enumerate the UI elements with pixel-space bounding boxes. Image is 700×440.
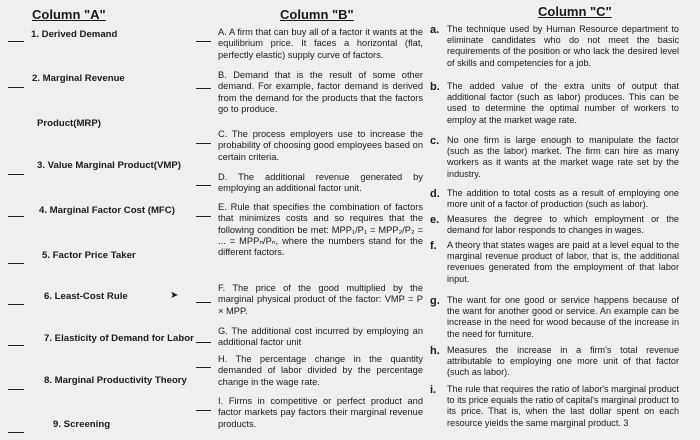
definition-c-h: Measures the increase in a firm's total revenue attributable to employing one more unit of that factor (such as labor). <box>447 345 679 378</box>
definition-b-d: D. The additional revenue generated by employing an additional factor unit. <box>218 172 423 194</box>
answer-blank-5[interactable] <box>8 263 24 264</box>
term-6: 6. Least-Cost Rule <box>44 291 128 302</box>
column-b-header: Column "B" <box>280 7 354 22</box>
answer-blank-8[interactable] <box>8 389 24 390</box>
c-letter-i: i. <box>430 384 437 396</box>
answer-blank-1[interactable] <box>8 41 24 42</box>
b-blank-g[interactable] <box>196 342 211 343</box>
b-blank-a[interactable] <box>196 41 211 42</box>
definition-c-b: The added value of the extra units of output that additional factor (such as labor) produces. This can be used to determine the optimal number of workers to employ at the market wage rate. <box>447 81 679 125</box>
b-blank-f[interactable] <box>196 302 211 303</box>
term-2-continued: Product(MRP) <box>37 118 101 129</box>
definition-c-f: A theory that states wages are paid at a level equal to the marginal revenue product of labor, that is, the additional revenues generated from the employment of that labor input. <box>447 240 679 284</box>
definition-c-g: The want for one good or service happens because of the want for another good or service. An example can be increase in the need for wood because of the increase in the need for furniture. <box>447 295 679 339</box>
definition-c-a: The technique used by Human Resource department to eliminate candidates who do not meet the basic requirements of the position or who lack the desired level of skills and competencies for a job. <box>447 24 679 68</box>
c-letter-b: b. <box>430 81 440 93</box>
b-blank-e[interactable] <box>196 216 211 217</box>
term-8: 8. Marginal Productivity Theory <box>44 375 187 386</box>
b-blank-c[interactable] <box>196 143 211 144</box>
definition-c-i: The rule that requires the ratio of labor's marginal product to its price equals the ratio of capital's marginal product to its price. That is, when the last dollar spent on each resource yields the same marginal product. 3 <box>447 384 679 428</box>
definition-c-e: Measures the degree to which employment or the demand for labor responds to changes in wages. <box>447 214 679 236</box>
c-letter-c: c. <box>430 135 440 147</box>
definition-b-a: A. A firm that can buy all of a factor it wants at the equilibrium price. It faces a horizontal (flat, perfectly elastic) supply curve of factors. <box>218 27 423 60</box>
c-letter-f: f. <box>430 240 437 252</box>
term-3: 3. Value Marginal Product(VMP) <box>37 160 181 171</box>
c-letter-d: d. <box>430 188 440 200</box>
b-blank-b[interactable] <box>196 88 211 89</box>
b-blank-h[interactable] <box>196 367 211 368</box>
definition-b-f: F. The price of the good multiplied by the marginal physical product of the factor: VMP = P × MPP. <box>218 283 423 316</box>
column-c-header: Column "C" <box>538 4 612 19</box>
mouse-cursor-icon: ➤ <box>170 290 179 301</box>
answer-blank-9[interactable] <box>8 432 24 433</box>
column-a-header: Column "A" <box>32 7 106 22</box>
definition-b-h: H. The percentage change in the quantity demanded of labor divided by the percentage change in the wage rate. <box>218 354 423 387</box>
definition-b-e: E. Rule that specifies the combination of factors that minimizes costs and so requires that the following condition be met: MPP₁/P₁ = MPP₂/P₂ = ... = MPPₙ/Pₙ, where the numbers stand for the different factors. <box>218 202 423 258</box>
c-letter-h: h. <box>430 345 440 357</box>
term-5: 5. Factor Price Taker <box>42 250 136 261</box>
definition-b-i: I. Firms in competitive or perfect product and factor markets pay factors their marginal revenue products. <box>218 396 423 429</box>
definition-b-b: B. Demand that is the result of some other demand. For example, factor demand is derived from the demand for the products that the factors go to produce. <box>218 70 423 114</box>
answer-blank-7[interactable] <box>8 345 24 346</box>
term-1: 1. Derived Demand <box>31 29 118 40</box>
b-blank-i[interactable] <box>196 410 211 411</box>
definition-b-g: G. The additional cost incurred by employing an additional factor unit <box>218 326 423 348</box>
answer-blank-4[interactable] <box>8 216 24 217</box>
definition-b-c: C. The process employers use to increase the probability of choosing good employees based on certain criteria. <box>218 129 423 162</box>
term-9: 9. Screening <box>53 419 111 430</box>
c-letter-g: g. <box>430 295 440 307</box>
c-letter-e: e. <box>430 214 440 226</box>
answer-blank-2[interactable] <box>8 87 24 88</box>
definition-c-d: The addition to total costs as a result of employing one more unit of a factor of production (such as labor). <box>447 188 679 210</box>
term-2: 2. Marginal Revenue <box>32 73 125 84</box>
term-7: 7. Elasticity of Demand for Labor <box>44 333 194 344</box>
term-4: 4. Marginal Factor Cost (MFC) <box>39 205 175 216</box>
c-letter-a: a. <box>430 24 440 36</box>
definition-c-c: No one firm is large enough to manipulate the factor (such as the labor) market. The firm can hire as many workers as it wants at the market wage rate set by the industry. <box>447 135 679 179</box>
answer-blank-6[interactable] <box>8 304 24 305</box>
answer-blank-3[interactable] <box>8 174 24 175</box>
b-blank-d[interactable] <box>196 185 211 186</box>
